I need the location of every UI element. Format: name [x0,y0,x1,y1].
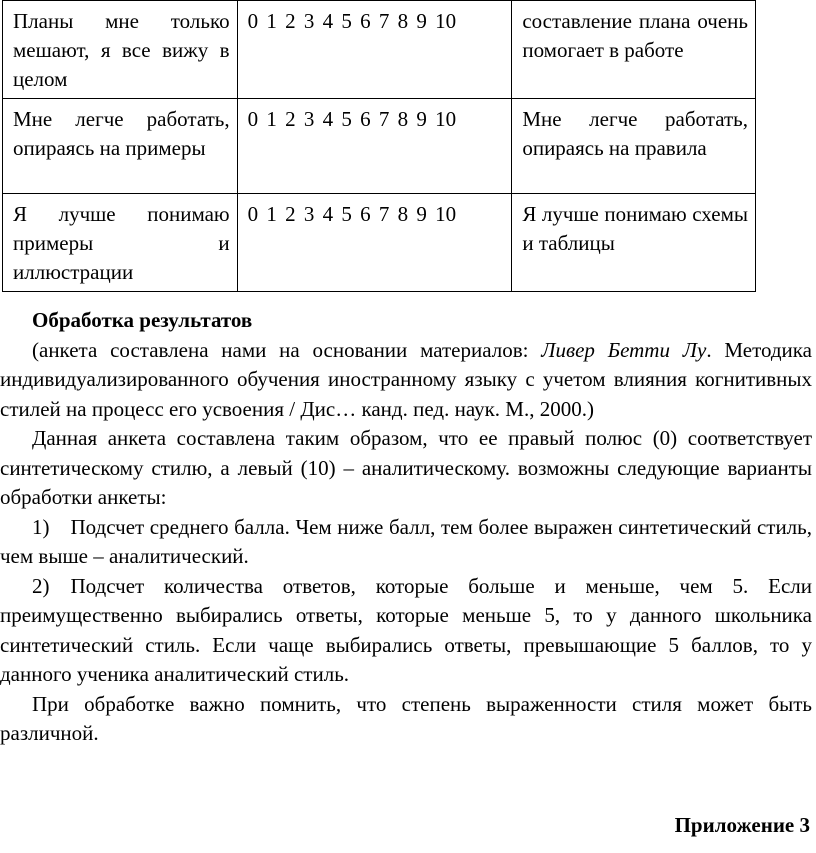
right-pole-cell: Я лучше понимаю схемы и таблицы [512,194,756,292]
section-heading: Обработка результатов [32,308,253,332]
appendix-label: Приложение 3 [674,813,810,837]
source-author: Ливер Бетти Лу [541,337,707,362]
table-row [3,194,756,292]
scale-cell: 0 1 2 3 4 5 6 7 8 9 10 [237,1,512,99]
list-item: 1) Подсчет среднего балла. Чем ниже балл, тем более выражен синтетический стиль, чем выше – аналитический. [0,514,812,568]
questionnaire-table [2,0,756,292]
paragraph: При обработке важно помнить, что степень выраженности стиля может быть различной. [0,691,812,745]
right-pole-cell: составление плана очень помогает в работе [512,1,756,99]
list-item: 2) Подсчет количества ответов, которые больше и меньше, чем 5. Если преимущественно выбирались ответы, которые меньше 5, то у данного школьника синтетический стиль. Если чаще выбирались ответы, превышающие 5 баллов, то у данного ученика аналитический стиль. [0,573,812,686]
left-pole-cell: Мне легче работать, опираясь на примеры [3,99,238,194]
left-pole-cell: Я лучше понимаю примеры и иллюстрации [3,194,238,292]
source-text-end: . Методика индивидуализированного обучения иностранному языку с учетом влияния когнитивных стилей на процесс его усвоения / Дис… канд. пед. наук. М., 2000.) [0,337,812,421]
table-row [3,99,756,194]
paragraph: Данная анкета составлена таким образом, что ее правый полюс (0) соответствует синтетическому стилю, а левый (10) – аналитическому. возможны следующие варианты обработки анкеты: [0,426,812,509]
table-row [3,1,756,99]
source-text-start: (анкета составлена нами на основании материалов: [32,337,542,362]
source-paragraph [0,336,812,425]
left-pole-cell: Планы мне только мешают, я все вижу в целом [3,1,238,99]
results-section [0,306,812,749]
right-pole-cell: Мне легче работать, опираясь на правила [512,99,756,194]
scale-cell: 0 1 2 3 4 5 6 7 8 9 10 [237,99,512,194]
scale-cell: 0 1 2 3 4 5 6 7 8 9 10 [237,194,512,292]
